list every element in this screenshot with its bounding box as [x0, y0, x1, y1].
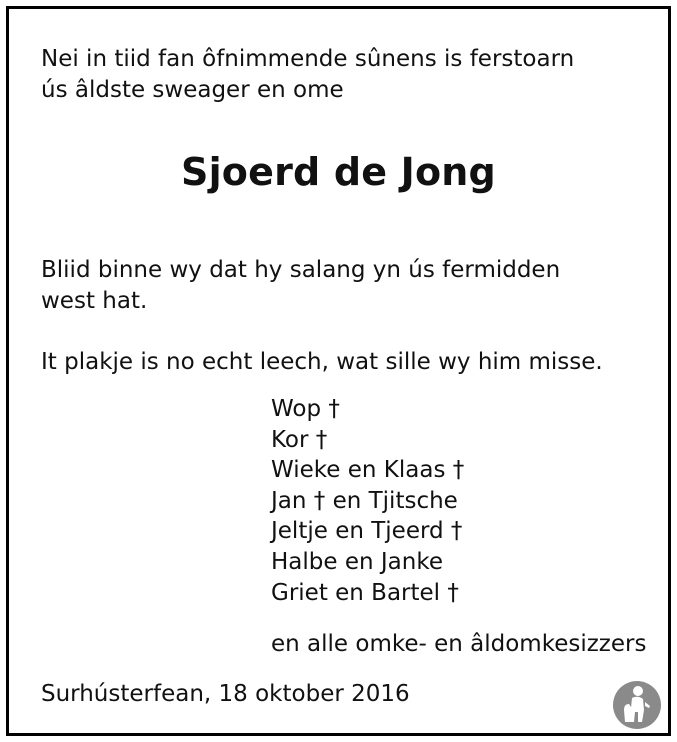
place-date: Surhústerfean, 18 oktober 2016	[41, 681, 410, 707]
mourning-figure-icon	[612, 680, 662, 730]
paragraph-1-line: west hat.	[41, 288, 148, 314]
paragraph-2: It plakje is no echt leech, wat sille wy him misse.	[41, 349, 603, 375]
intro-text	[41, 44, 574, 106]
signatory: Wieke en Klaas †	[271, 457, 465, 484]
signatory: Griet en Bartel †	[271, 579, 459, 606]
intro-line: Nei in tiid fan ôfnimmende sûnens is ferstoarn	[41, 46, 575, 72]
paragraph-1-line: Bliid binne wy dat hy salang yn ús fermidden	[41, 257, 561, 283]
signatory: Jeltje en Tjeerd †	[271, 518, 463, 545]
paragraph-1	[41, 255, 560, 317]
signatory: Wop †	[271, 396, 340, 422]
signatory: Kor †	[271, 426, 328, 453]
signatories-list	[271, 394, 464, 608]
signatory: Halbe en Janke	[271, 548, 443, 575]
intro-line: ús âldste sweager en ome	[41, 77, 344, 103]
extra-signatories: en alle omke- en âldomkesizzers	[271, 631, 647, 657]
deceased-name: Sjoerd de Jong	[181, 150, 496, 194]
signatory: Jan † en Tjitsche	[271, 487, 458, 514]
obituary-card	[6, 6, 671, 736]
